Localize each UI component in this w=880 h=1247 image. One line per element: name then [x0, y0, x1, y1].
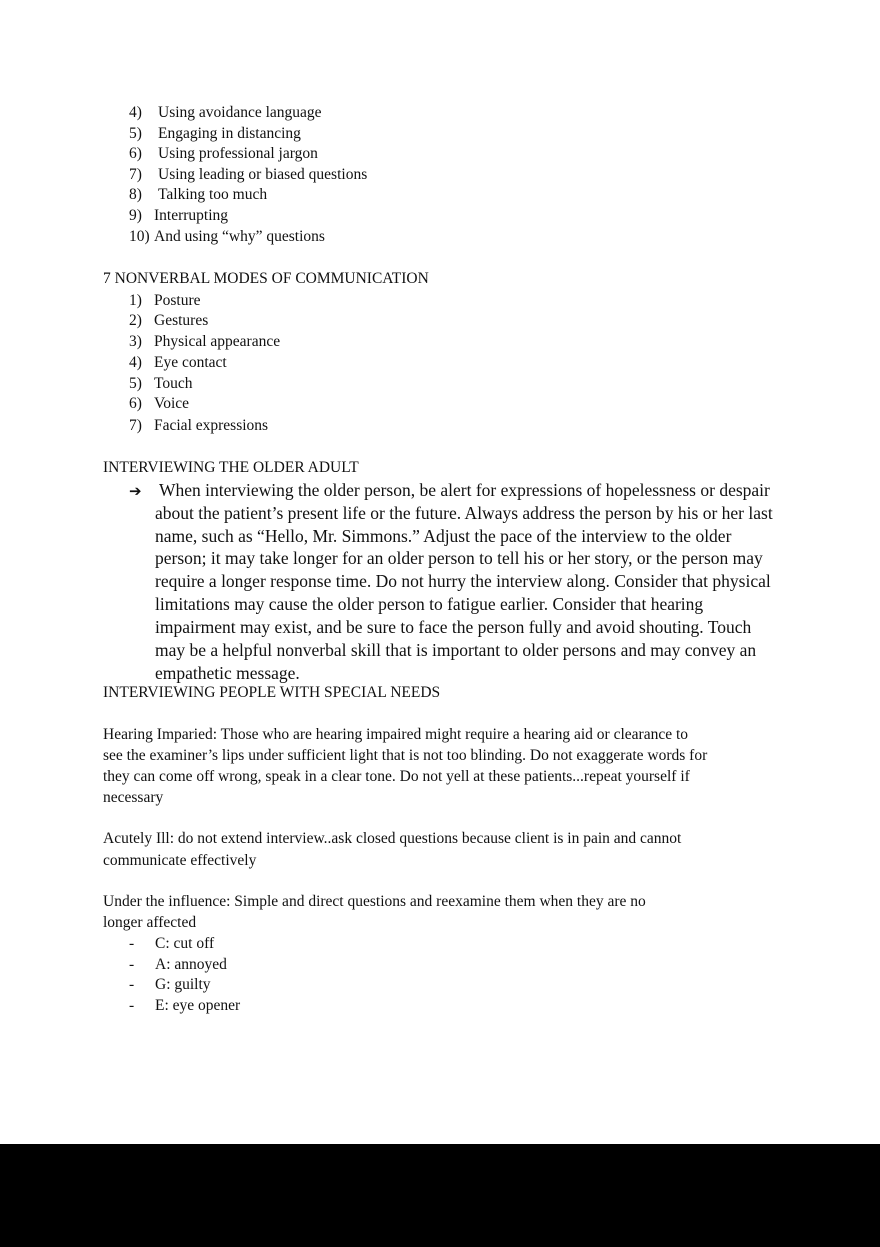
paragraph-line: communicate effectively [103, 852, 257, 869]
list-item: 6) Voice [129, 395, 190, 412]
list-item: - E: eye opener [129, 997, 241, 1014]
viewer-background [0, 1144, 880, 1247]
section-heading-nonverbal: 7 NONVERBAL MODES OF COMMUNICATION [103, 270, 429, 287]
list-item: 5) Engaging in distancing [129, 125, 301, 142]
list-item: 4) Eye contact [129, 354, 227, 371]
list-item: 9) Interrupting [129, 207, 229, 224]
dash-bullet-icon: - [129, 997, 135, 1014]
section-heading-special-needs: INTERVIEWING PEOPLE WITH SPECIAL NEEDS [103, 684, 441, 701]
list-item: - C: cut off [129, 935, 215, 952]
list-item: 1) Posture [129, 292, 201, 309]
arrow-bullet-icon: ➔ [129, 484, 142, 500]
section-heading-older-adult: INTERVIEWING THE OLDER ADULT [103, 459, 359, 476]
paragraph-line: Acutely Ill: do not extend interview..ask closed questions because client is in pain and cannot [103, 830, 682, 847]
paragraph-line: Under the influence: Simple and direct questions and reexamine them when they are no [103, 893, 646, 910]
list-item: 5) Touch [129, 375, 193, 392]
paragraph-line: require a longer response time. Do not hurry the interview along. Consider that physical [155, 571, 771, 591]
paragraph-line: impairment may exist, and be sure to face the person fully and avoid shouting. Touch [155, 617, 752, 637]
paragraph-line: When interviewing the older person, be alert for expressions of hopelessness or despair [159, 480, 770, 500]
paragraph-line: Hearing Imparied: Those who are hearing impaired might require a hearing aid or clearance to [103, 726, 689, 743]
list-item: 7) Using leading or biased questions [129, 166, 368, 183]
paragraph-line: about the patient’s present life or the future. Always address the person by his or her last [155, 503, 773, 523]
paragraph-line: limitations may cause the older person to fatigue earlier. Consider that hearing [155, 594, 704, 614]
list-item: 3) Physical appearance [129, 333, 281, 350]
paragraph-line: longer affected [103, 914, 197, 931]
paragraph-line: they can come off wrong, speak in a clear tone. Do not yell at these patients...repeat yourself if [103, 768, 690, 785]
paragraph-line: see the examiner’s lips under sufficient light that is not too blinding. Do not exaggerate words for [103, 747, 708, 764]
list-item: 2) Gestures [129, 312, 209, 329]
dash-bullet-icon: - [129, 956, 135, 973]
dash-bullet-icon: - [129, 976, 135, 993]
dash-bullet-icon: - [129, 935, 135, 952]
list-item: 6) Using professional jargon [129, 145, 318, 162]
list-item: 7) Facial expressions [129, 417, 269, 434]
paragraph-line: person; it may take longer for an older person to tell his or her story, or the person may [155, 548, 763, 568]
list-item: 4) Using avoidance language [129, 104, 322, 121]
paragraph-line: empathetic message. [155, 663, 300, 683]
paragraph-line: may be a helpful nonverbal skill that is important to older persons and may convey an [155, 640, 757, 660]
list-item: - A: annoyed [129, 956, 227, 973]
list-item: 8) Talking too much [129, 186, 268, 203]
list-item: 10) And using “why” questions [129, 228, 325, 245]
paragraph-line: necessary [103, 789, 164, 806]
list-item: - G: guilty [129, 976, 211, 993]
paragraph-line: name, such as “Hello, Mr. Simmons.” Adjust the pace of the interview to the older [155, 526, 732, 546]
